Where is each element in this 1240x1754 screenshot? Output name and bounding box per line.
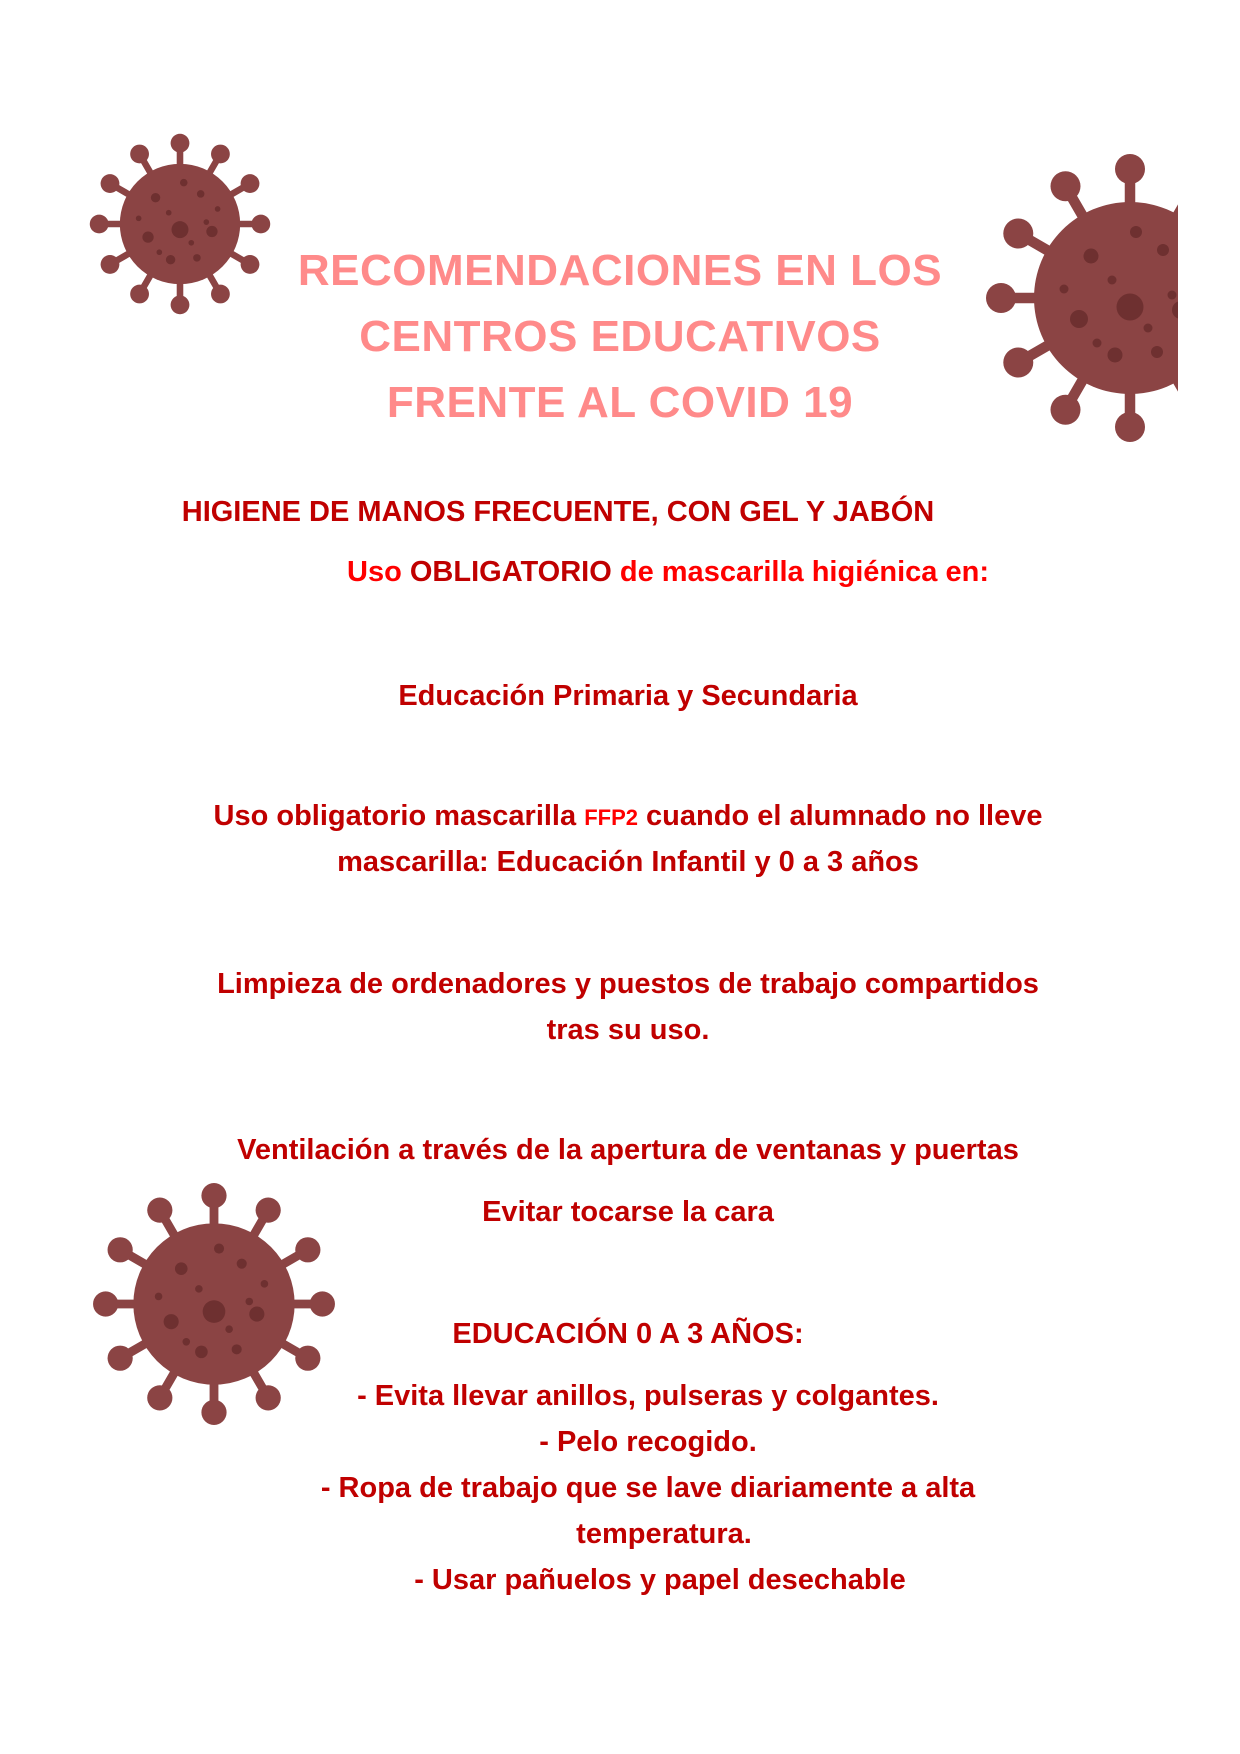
levels-line: Educación Primaria y Secundaria — [398, 680, 858, 712]
ventilation-line: Ventilación a través de la apertura de ventanas y puertas — [237, 1134, 1019, 1166]
mask-rule-suffix: de mascarilla higiénica en: — [619, 556, 989, 588]
ffp2-rule-part1: Uso obligatorio mascarilla — [213, 800, 577, 832]
ffp2-rule-part2: cuando el alumnado no lleve — [646, 800, 1043, 832]
title-line-2: CENTROS EDUCATIVOS — [359, 312, 881, 361]
mask-rule-prefix: Uso — [347, 556, 402, 588]
ffp2-rule-line-1 — [8, 800, 1240, 833]
hygiene-line: HIGIENE DE MANOS FRECUENTE, CON GEL Y JABÓN — [181, 496, 935, 528]
infant-item: temperatura. — [576, 1518, 752, 1550]
cleaning-line-1: Limpieza de ordenadores y puestos de trabajo compartidos — [217, 968, 1039, 1000]
infant-item: - Ropa de trabajo que se lave diariamente a alta — [320, 1472, 976, 1504]
infant-heading: EDUCACIÓN 0 A 3 AÑOS: — [452, 1318, 804, 1350]
infant-item: - Usar pañuelos y papel desechable — [414, 1564, 906, 1596]
face-line: Evitar tocarse la cara — [482, 1196, 774, 1228]
title-line-3: FRENTE AL COVID 19 — [386, 378, 854, 427]
title-line-1: RECOMENDACIONES EN LOS — [297, 246, 943, 295]
ffp2-label: FFP2 — [584, 805, 638, 830]
ffp2-rule-line-2: mascarilla: Educación Infantil y 0 a 3 años — [337, 846, 919, 878]
cleaning-line-2: tras su uso. — [546, 1014, 710, 1046]
infant-item: - Evita llevar anillos, pulseras y colgantes. — [357, 1380, 939, 1412]
mask-rule-emphasis: OBLIGATORIO — [409, 556, 612, 588]
infant-item: - Pelo recogido. — [539, 1426, 757, 1458]
mask-rule-line — [48, 556, 1240, 589]
